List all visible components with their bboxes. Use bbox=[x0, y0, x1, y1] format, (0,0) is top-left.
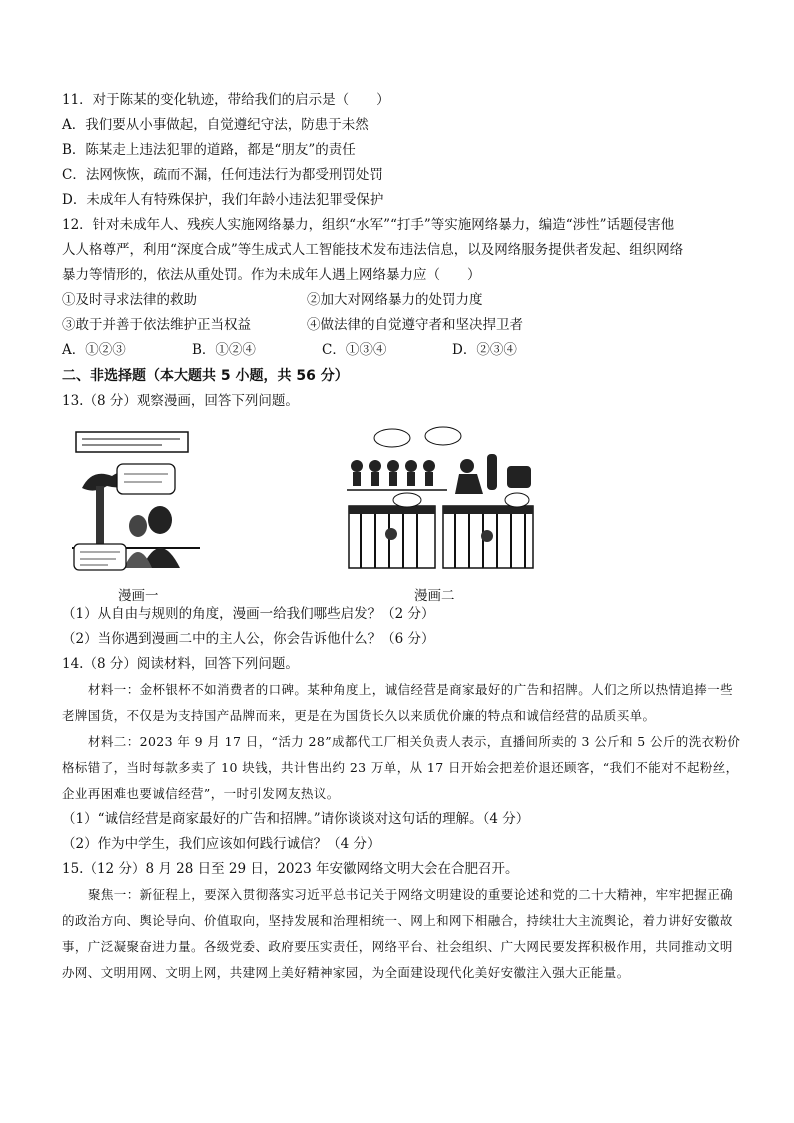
q12-item-4: ④做法律的自觉遵守者和坚决捍卫者 bbox=[307, 317, 523, 333]
q15-stem: 15.（12 分）8 月 28 日至 29 日，2023 年安徽网络文明大会在合肥召开。 bbox=[62, 861, 519, 877]
q13-sub2: （2）当你遇到漫画二中的主人公，你会告诉他什么？（6 分） bbox=[62, 631, 435, 647]
q12-choice-b: B．①②④ bbox=[192, 342, 256, 358]
q12-choice-c: C．①③④ bbox=[322, 342, 387, 358]
q14-stem: 14.（8 分）阅读材料，回答下列问题。 bbox=[62, 656, 299, 672]
q12-item-2: ②加大对网络暴力的处罚力度 bbox=[307, 292, 483, 308]
q13-stem: 13.（8 分）观察漫画，回答下列问题。 bbox=[62, 393, 299, 409]
q14-sub1: （1）“诚信经营是商家最好的广告和招牌。”请你谈谈对这句话的理解。（4 分） bbox=[62, 811, 530, 827]
q12-item-3: ③敢于并善于依法维护正当权益 bbox=[62, 317, 251, 333]
q14-material-two: 材料二：2023 年 9 月 17 日，“活力 28”成都代工厂相关负责人表示，直播间所卖的 3 公斤和 5 公斤的洗衣粉价格标错了，当时每款多卖了 10 块钱，共计售出约 23 万单，从 17 日开始会把差价退还顾客，“我们不能对不起粉丝，企业再困难也要诚信经营”，一时引发网友热议。 bbox=[62, 734, 741, 801]
comic-one-caption: 漫画一 bbox=[118, 588, 159, 604]
section-heading: 二、非选择题（本大题共 5 小题，共 56 分） bbox=[62, 368, 349, 384]
comic-one-image bbox=[72, 428, 200, 578]
q14-material-one: 材料一：金杯银杯不如消费者的口碑。某种角度上，诚信经营是商家最好的广告和招牌。人们之所以热情追捧一些老牌国货，不仅是为支持国产品牌而来，更是在为国货长久以来质优价廉的特点和诚信经营的品质买单。 bbox=[62, 682, 734, 723]
comic-area bbox=[62, 420, 742, 602]
q11-option-c: C．法网恢恢，疏而不漏，任何违法行为都受刑罚处罚 bbox=[62, 167, 383, 183]
q14-sub2: （2）作为中学生，我们应该如何践行诚信？（4 分） bbox=[62, 836, 381, 852]
q12-item-1: ①及时寻求法律的救助 bbox=[62, 292, 197, 308]
q11-option-b: B．陈某走上违法犯罪的道路，都是“朋友”的责任 bbox=[62, 142, 356, 158]
exam-page bbox=[62, 88, 742, 986]
q13-sub1: （1）从自由与规则的角度，漫画一给我们哪些启发？（2 分） bbox=[62, 606, 435, 622]
q12-stem-line1: 12．针对未成年人、残疾人实施网络暴力，组织“水军”“打手”等实施网络暴力，编造“涉性”话题侵害他 bbox=[62, 217, 675, 233]
q11-stem: 11．对于陈某的变化轨迹，带给我们的启示是（ ） bbox=[62, 92, 390, 108]
q12-items-row2 bbox=[62, 313, 742, 338]
q11-option-a: A．我们要从小事做起，自觉遵纪守法，防患于未然 bbox=[62, 117, 369, 133]
q12-choices bbox=[62, 338, 742, 363]
comic-two-image bbox=[347, 424, 537, 574]
q12-choice-a: A．①②③ bbox=[62, 342, 126, 358]
q12-items-row1 bbox=[62, 288, 742, 313]
q12-choice-d: D．②③④ bbox=[452, 342, 517, 358]
q11-option-d: D．未成年人有特殊保护，我们年龄小违法犯罪受保护 bbox=[62, 192, 384, 208]
q12-stem-line3: 暴力等情形的，依法从重处罚。作为未成年人遇上网络暴力应（ ） bbox=[62, 267, 481, 283]
comic-two-caption: 漫画二 bbox=[414, 588, 455, 604]
q12-stem-line2: 人人格尊严，利用“深度合成”等生成式人工智能技术发布违法信息，以及网络服务提供者发起、组织网络 bbox=[62, 242, 684, 258]
q15-material-one: 聚焦一：新征程上，要深入贯彻落实习近平总书记关于网络文明建设的重要论述和党的二十大精神，牢牢把握正确的政治方向、舆论导向、价值取向，坚持发展和治理相统一、网上和网下相融合，持续壮大主流舆论，着力讲好安徽故事，广泛凝聚奋进力量。各级党委、政府要压实责任，网络平台、社会组织、广大网民要发挥积极作用，共同推动文明办网、文明用网、文明上网，共建网上美好精神家园，为全面建设现代化美好安徽注入强大正能量。 bbox=[62, 887, 734, 980]
